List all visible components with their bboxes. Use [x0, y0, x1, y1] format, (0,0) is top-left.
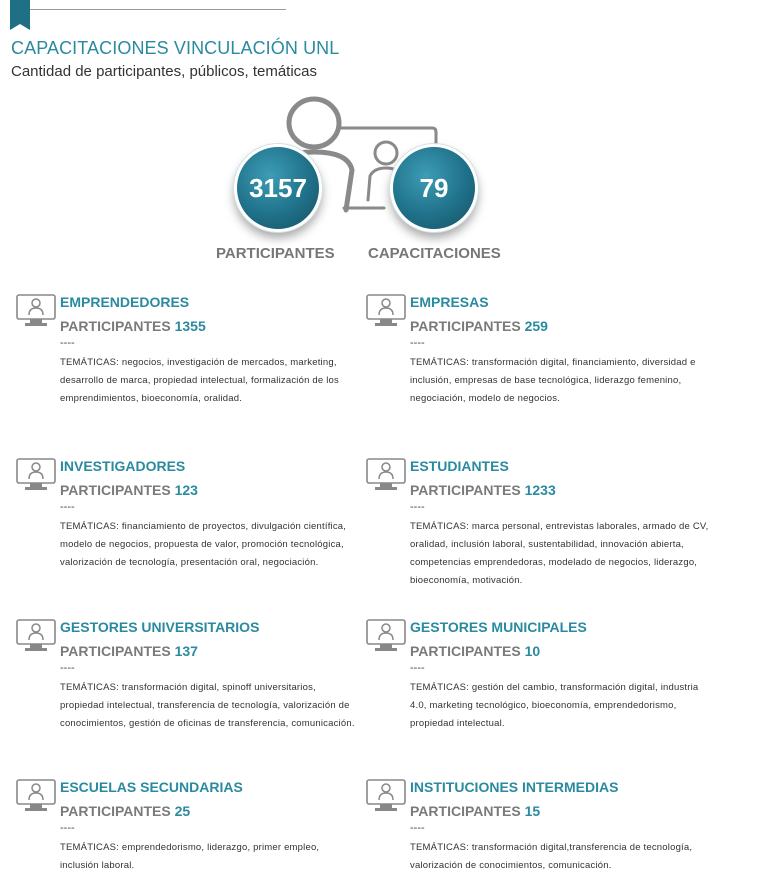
participants-count: 10: [524, 643, 541, 659]
section-participants: PARTICIPANTES 15: [410, 803, 541, 819]
section-tematicas: TEMÁTICAS: emprendedorismo, liderazgo, primer empleo, inclusión laboral.: [60, 842, 320, 871]
section-divider: ----: [60, 501, 75, 513]
presenter-monitor-icon: [16, 294, 58, 328]
section-participants: PARTICIPANTES 1233: [410, 482, 556, 498]
section-tematicas: TEMÁTICAS: transformación digital, spinoff universitarios, propiedad intelectual, transferencia de tecnología, valorización de conocimientos, gestión de oficinas de transferencia, comunicación.: [60, 682, 355, 729]
presenter-monitor-icon: [366, 779, 408, 813]
section-title: INVESTIGADORES: [60, 458, 186, 474]
section-title: GESTORES MUNICIPALES: [410, 619, 587, 635]
participants-count: 1233: [524, 482, 556, 498]
section-divider: ----: [410, 501, 425, 513]
section-divider: ----: [60, 337, 75, 349]
participants-count: 15: [524, 803, 541, 819]
presenter-monitor-icon: [366, 619, 408, 653]
trainings-total-label: CAPACITACIONES: [368, 245, 501, 262]
section-tematicas: TEMÁTICAS: negocios, investigación de mercados, marketing, desarrollo de marca, propiedad intelectual, formalización de los emprendimientos, bioeconomía, oralidad.: [60, 357, 339, 404]
header-rule: [10, 9, 286, 10]
section-divider: ----: [60, 822, 75, 834]
section-participants: PARTICIPANTES 259: [410, 318, 548, 334]
section-title: ESCUELAS SECUNDARIAS: [60, 779, 243, 795]
section-divider: ----: [410, 662, 425, 674]
presenter-monitor-icon: [366, 294, 408, 328]
section-title: INSTITUCIONES INTERMEDIAS: [410, 779, 619, 795]
section-tematicas: TEMÁTICAS: gestión del cambio, transformación digital, industria 4.0, marketing tecnológico, bioeconomía, emprendedorismo, propiedad intelectual.: [410, 682, 699, 729]
trainings-total-circle: 79: [390, 144, 478, 232]
page-subtitle: Cantidad de participantes, públicos, temáticas: [11, 63, 318, 80]
summary-hero: [0, 90, 771, 280]
section-participants: PARTICIPANTES 1355: [60, 318, 206, 334]
section-title: EMPRENDEDORES: [60, 294, 190, 310]
section-title: GESTORES UNIVERSITARIOS: [60, 619, 260, 635]
participants-count: 1355: [174, 318, 206, 334]
presenter-monitor-icon: [366, 458, 408, 492]
section-tematicas: TEMÁTICAS: transformación digital,transferencia de tecnología, valorización de conocimientos, comunicación.: [410, 842, 693, 871]
section-participants: PARTICIPANTES 123: [60, 482, 198, 498]
section-tematicas: TEMÁTICAS: financiamiento de proyectos, divulgación científica, modelo de negocios, propuesta de valor, promoción tecnológica, valorización de tecnología, presentación oral, negociación.: [60, 521, 347, 568]
participants-total-circle: 3157: [234, 144, 322, 232]
section-divider: ----: [410, 337, 425, 349]
page-title: CAPACITACIONES VINCULACIÓN UNL: [11, 38, 340, 58]
presenter-monitor-icon: [16, 458, 58, 492]
section-participants: PARTICIPANTES 10: [410, 643, 541, 659]
header-tab-decoration: [10, 0, 30, 30]
section-title: ESTUDIANTES: [410, 458, 509, 474]
presenter-monitor-icon: [16, 619, 58, 653]
presenter-monitor-icon: [16, 779, 58, 813]
participants-total-label: PARTICIPANTES: [216, 245, 335, 262]
section-title: EMPRESAS: [410, 294, 489, 310]
participants-count: 137: [174, 643, 198, 659]
participants-count: 123: [174, 482, 198, 498]
section-tematicas: TEMÁTICAS: marca personal, entrevistas laborales, armado de CV, oralidad, inclusión laboral, sustentabilidad, innovación abierta, competencias emprendedoras, modelado de negocios, liderazgo, bioeconomía, motivación.: [410, 521, 709, 586]
section-participants: PARTICIPANTES 25: [60, 803, 191, 819]
section-divider: ----: [60, 662, 75, 674]
section-divider: ----: [410, 822, 425, 834]
participants-count: 25: [174, 803, 191, 819]
section-tematicas: TEMÁTICAS: transformación digital, financiamiento, diversidad e inclusión, empresas de base tecnológica, liderazgo femenino, negociación, modelo de negocios.: [410, 357, 696, 404]
participants-count: 259: [524, 318, 548, 334]
section-participants: PARTICIPANTES 137: [60, 643, 198, 659]
